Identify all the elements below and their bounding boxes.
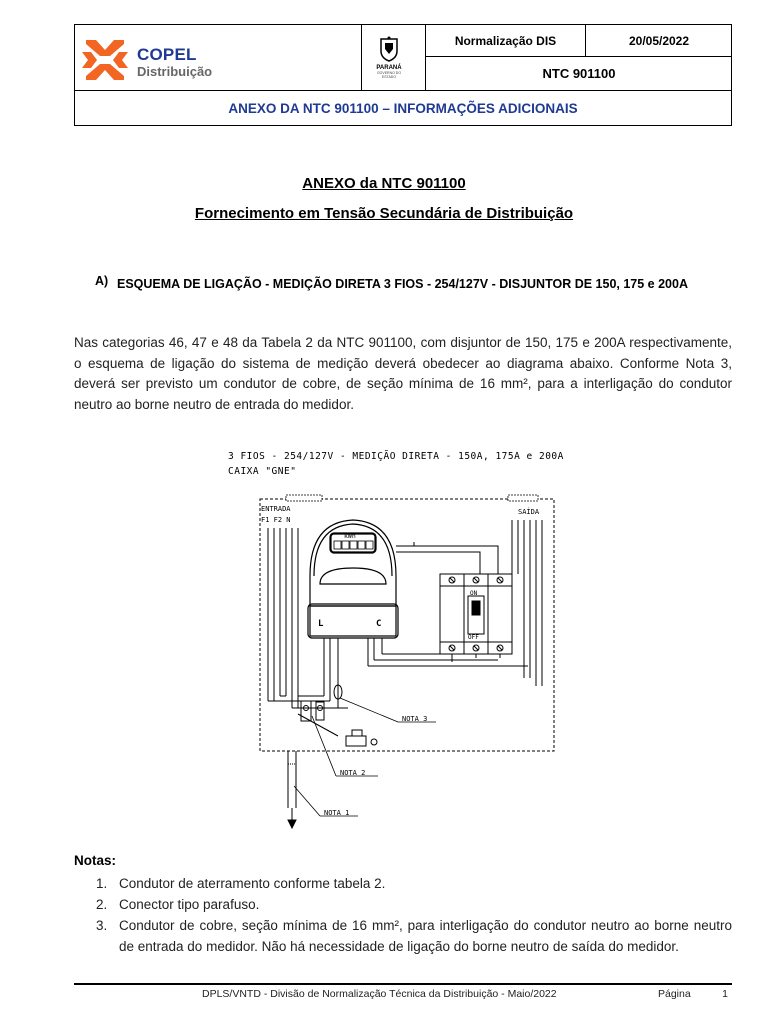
copel-logo-icon — [82, 38, 128, 87]
section-letter: A) — [95, 274, 109, 288]
note-number: 2. — [96, 897, 108, 912]
note-item — [96, 894, 732, 915]
saida-label: SAÍDA — [518, 508, 540, 516]
annex-heading: ANEXO da NTC 901100 — [302, 175, 466, 192]
annex-subheading: Fornecimento em Tensão Secundária de Distribuição — [194, 205, 574, 222]
document-code: NTC 901100 — [542, 66, 616, 81]
meter-load-label: C — [376, 619, 382, 629]
parana-crest-icon — [378, 36, 400, 62]
parana-emblem — [372, 36, 406, 79]
section-heading: ESQUEMA DE LIGAÇÃO - MEDIÇÃO DIRETA 3 FIOS - 254/127V - DISJUNTOR DE 150, 175 e 200A — [117, 277, 688, 291]
diagram-title: 3 FIOS - 254/127V - MEDIÇÃO DIRETA - 150A, 175A e 200A — [228, 451, 564, 462]
logo-name: COPEL — [137, 45, 197, 64]
logo-subtitle: Distribuição — [137, 64, 213, 79]
note2-callout: NOTA 2 — [340, 769, 366, 777]
note-text: Condutor de aterramento conforme tabela 2. — [119, 876, 386, 891]
circuit-breaker — [440, 574, 512, 654]
diagram-subtitle: CAIXA "GNE" — [228, 466, 297, 477]
document-date: 20/05/2022 — [628, 33, 690, 48]
category-label: Normalização DIS — [454, 33, 557, 48]
wiring-diagram — [228, 446, 598, 836]
notes-list — [96, 873, 732, 957]
annex-title: ANEXO DA NTC 901100 – INFORMAÇÕES ADICIONAIS — [228, 101, 578, 116]
state-sublabel: GOVERNO DO ESTADO — [376, 71, 402, 79]
footer-divider — [74, 983, 732, 985]
note-number: 3. — [96, 918, 108, 933]
note1-callout: NOTA 1 — [324, 809, 350, 817]
breaker-off-label: OFF — [468, 634, 479, 641]
state-label: PARANÁ — [376, 65, 402, 71]
note-item — [96, 915, 732, 957]
body-paragraph: Nas categorias 46, 47 e 48 da Tabela 2 da NTC 901100, com disjuntor de 150, 175 e 200A respectivamente, o esquema de ligação do sistema de medição deverá obedecer ao diagrama abaixo. Conforme Nota 3, deverá ser previsto um condutor de cobre, de seção mínima de 16 mm², para a interligação do condutor neutro ao borne neutro de entrada do medidor. — [74, 335, 732, 412]
notes-title: Notas: — [74, 853, 117, 868]
entrada-label: ENTRADA — [261, 505, 291, 513]
phase-labels: F1 F2 N — [261, 516, 291, 524]
footer-page-number: 1 — [722, 988, 728, 1000]
note-text: Conector tipo parafuso. — [119, 897, 260, 912]
note-item — [96, 873, 732, 894]
note-number: 1. — [96, 876, 108, 891]
note-text: Condutor de cobre, seção mínima de 16 mm², para interligação do condutor neutro ao borne neutro de entrada do medidor. Não há necessidade de ligação do borne neutro de saída do medidor. — [119, 918, 732, 954]
meter-line-label: L — [318, 619, 324, 629]
footer-department: DPLS/VNTD - Divisão de Normalização Técnica da Distribuição - Maio/2022 — [202, 988, 557, 1000]
enclosure-box — [260, 499, 554, 751]
kwh-label: kWh — [344, 532, 356, 540]
breaker-on-label: ON — [470, 590, 478, 597]
footer-page-label: Página — [658, 988, 691, 1000]
note3-callout: NOTA 3 — [402, 715, 428, 723]
